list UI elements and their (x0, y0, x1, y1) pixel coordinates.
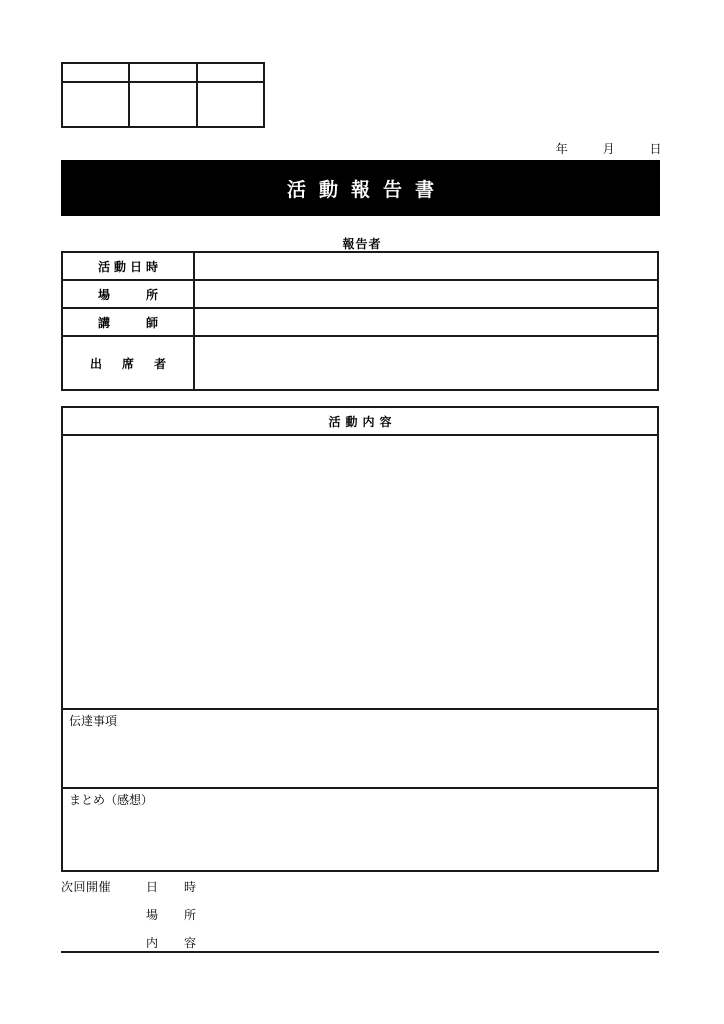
next-meeting-label-datetime: 日 時 (146, 880, 204, 894)
approval-stamp-header-cell-1[interactable] (63, 64, 130, 81)
notes-label: 伝達事項 (69, 714, 118, 728)
info-label-instructor: 講 師 (63, 309, 195, 335)
reporter-label: 報告者 (342, 237, 382, 251)
next-meeting-block (61, 878, 659, 962)
info-label-attendees: 出 席 者 (63, 337, 195, 389)
notes-section[interactable] (63, 710, 657, 789)
content-body-field[interactable] (63, 436, 657, 710)
info-value-location[interactable] (195, 281, 657, 307)
content-section-header: 活動内容 (63, 408, 657, 436)
table-row-attendees (63, 337, 657, 391)
approval-stamp-box (61, 62, 265, 128)
next-meeting-row-datetime (61, 878, 659, 906)
table-row-activity-datetime (63, 253, 657, 281)
info-value-instructor[interactable] (195, 309, 657, 335)
table-row-instructor (63, 309, 657, 337)
page-title: 活動報告書 (286, 178, 447, 201)
next-meeting-title: 次回開催 (61, 880, 112, 894)
approval-stamp-header-cell-3[interactable] (198, 64, 263, 81)
summary-label: まとめ（感想） (69, 793, 154, 807)
approval-stamp-body-cell-3[interactable] (198, 83, 263, 126)
content-box (61, 406, 659, 872)
info-table (61, 251, 659, 391)
next-meeting-row-content (61, 934, 659, 962)
approval-stamp-header-cell-2[interactable] (130, 64, 197, 81)
summary-section[interactable] (63, 789, 657, 870)
approval-stamp-body-row (63, 83, 263, 126)
date-day-label: 日 (649, 142, 662, 156)
info-label-location: 場 所 (63, 281, 195, 307)
date-line (556, 140, 662, 157)
info-value-activity-datetime[interactable] (195, 253, 657, 279)
next-meeting-row-location (61, 906, 659, 934)
approval-stamp-body-cell-1[interactable] (63, 83, 130, 126)
bottom-divider (61, 951, 659, 953)
approval-stamp-header-row (63, 64, 263, 83)
approval-stamp-body-cell-2[interactable] (130, 83, 197, 126)
date-month-label: 月 (602, 142, 616, 156)
date-year-label: 年 (555, 142, 569, 156)
info-label-activity-datetime: 活動日時 (63, 253, 195, 279)
title-banner (61, 160, 660, 216)
next-meeting-label-content: 内 容 (146, 936, 204, 950)
table-row-location (63, 281, 657, 309)
next-meeting-label-location: 場 所 (146, 908, 204, 922)
info-value-attendees[interactable] (195, 337, 657, 389)
